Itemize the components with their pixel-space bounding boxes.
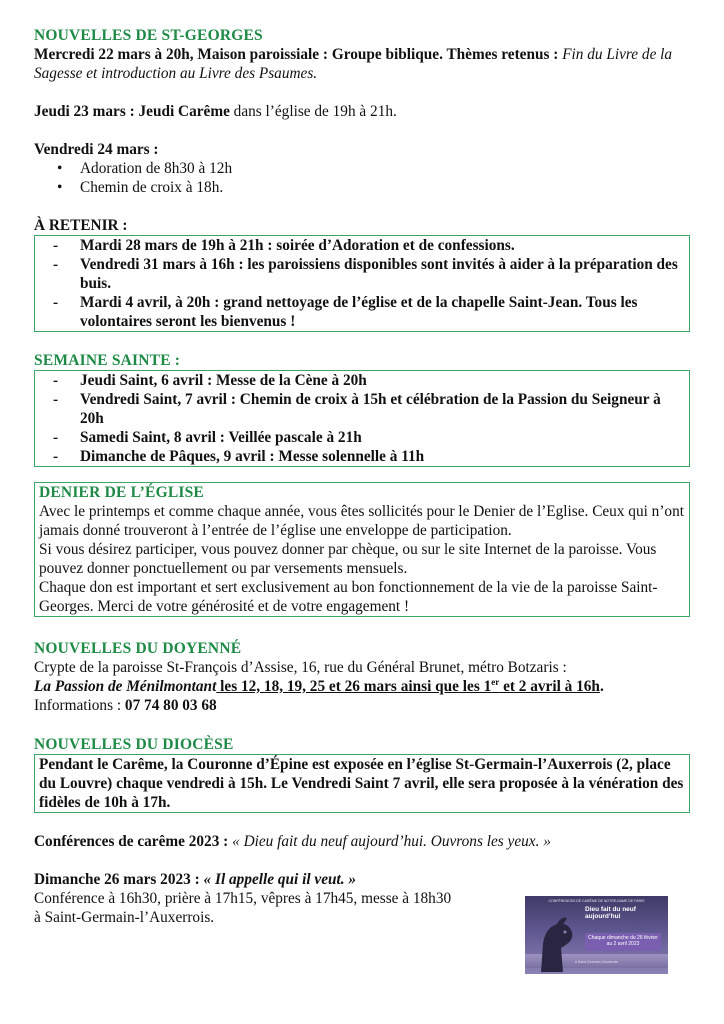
- denier-heading: DENIER DE L’ÉGLISE: [39, 484, 204, 501]
- wednesday-italic: Fin du Livre de la Sagesse et introduction au Livre des Psaumes.: [34, 46, 673, 82]
- list-item: - Jeudi Saint, 6 avril : Messe de la Cène à 20h: [80, 371, 683, 390]
- event-title: La Passion de Ménilmontant: [34, 678, 217, 695]
- denier-paragraph-3: Chaque don est important et sert exclusivement au bon fonctionnement de la vie de la paroisse Saint-Georges. Merci de votre générosité et de votre engagement !: [39, 579, 658, 615]
- semaine-sainte-heading: SEMAINE SAINTE :: [34, 352, 181, 369]
- conferences-line: Conférences de carême 2023 : « Dieu fait du neuf aujourd’hui. Ouvrons les yeux. »: [34, 833, 551, 850]
- event-dates: les 12, 18, 19, 25 et 26 mars ainsi que les 1er et 2 avril à 16h: [216, 676, 600, 695]
- sunday-schedule: Conférence à 16h30, prière à 17h15, vêpres à 17h45, messe à 18h30: [34, 890, 452, 907]
- list-item: - Mardi 28 mars de 19h à 21h : soirée d’Adoration et de confessions.: [80, 236, 683, 255]
- page-content: [34, 26, 690, 927]
- thursday-rest: dans l’église de 19h à 21h.: [229, 103, 397, 120]
- diocese-heading: NOUVELLES DU DIOCÈSE: [34, 736, 234, 753]
- poster-top-text: CONFÉRENCES DE CARÊME DE NOTRE-DAME DE PARIS: [548, 899, 645, 903]
- list-item: • Chemin de croix à 18h.: [80, 178, 690, 197]
- diocese-box: Pendant le Carême, la Couronne d’Épine est exposée en l’église St-Germain-l’Auxerrois (2, place du Louvre) chaque vendredi à 15h. Le Vendredi Saint 7 avril, elle sera proposée à la vénération des fidèles de 10h à 17h.: [34, 754, 690, 813]
- poster-badge: Chaque dimanche du 26 février au 2 avril 2023: [585, 933, 661, 951]
- doyenne-heading: NOUVELLES DU DOYENNÉ: [34, 640, 242, 657]
- wednesday-bold: Mercredi 22 mars à 20h, Maison paroissiale : Groupe biblique. Thèmes retenus :: [34, 46, 559, 63]
- list-item: - Mardi 4 avril, à 20h : grand nettoyage de l’église et de la chapelle Saint-Jean. Tous les volontaires seront les bienvenus !: [80, 293, 683, 331]
- phone-number: 07 74 80 03 68: [124, 697, 217, 714]
- poster-footer: à Saint-Germain-l’Auxerrois: [575, 960, 618, 964]
- friday-heading: Vendredi 24 mars :: [34, 141, 159, 158]
- friday-list: [34, 159, 690, 197]
- poster-title: Dieu fait du neuf aujourd’hui: [585, 906, 636, 920]
- st-georges-heading: NOUVELLES DE ST-GEORGES: [34, 27, 263, 44]
- wednesday-announcement: [34, 45, 690, 83]
- thursday-bold: Jeudi 23 mars : Jeudi Carême: [34, 103, 230, 120]
- conference-poster-image: [525, 896, 668, 974]
- list-item: - Dimanche de Pâques, 9 avril : Messe solennelle à 11h: [80, 447, 683, 466]
- sunday-location: à Saint-Germain-l’Auxerrois.: [34, 909, 215, 926]
- doyenne-event: La Passion de Ménilmontant les 12, 18, 19, 25 et 26 mars ainsi que les 1er et 2 avril à 16h.: [34, 676, 604, 695]
- retenir-box: [34, 235, 690, 332]
- thursday-announcement: [34, 102, 690, 121]
- retenir-heading: À RETENIR :: [34, 217, 128, 234]
- doyenne-info: Informations : 07 74 80 03 68: [34, 697, 217, 714]
- doyenne-location: Crypte de la paroisse St-François d’Assise, 16, rue du Général Brunet, métro Botzaris :: [34, 659, 567, 676]
- denier-box: [34, 482, 690, 617]
- denier-paragraph-2: Si vous désirez participer, vous pouvez donner par chèque, ou sur le site Internet de la paroisse. Vous pouvez donner ponctuellement ou par versements mensuels.: [39, 541, 657, 577]
- list-item: - Samedi Saint, 8 avril : Veillée pascale à 21h: [80, 428, 683, 447]
- list-item: - Vendredi 31 mars à 16h : les paroissiens disponibles sont invités à aider à la préparation des buis.: [80, 255, 683, 293]
- list-item: - Vendredi Saint, 7 avril : Chemin de croix à 15h et célébration de la Passion du Seigneur à 20h: [80, 390, 683, 428]
- denier-paragraph-1: Avec le printemps et comme chaque année, vous êtes sollicités pour le Denier de l’Eglise. Ceux qui n’ont jamais donné trouveront à l’entrée de l’église une enveloppe de participation.: [39, 503, 684, 539]
- semaine-sainte-box: [34, 370, 690, 467]
- sunday-conference: Dimanche 26 mars 2023 : « Il appelle qui il veut. »: [34, 871, 357, 888]
- list-item: • Adoration de 8h30 à 12h: [80, 159, 690, 178]
